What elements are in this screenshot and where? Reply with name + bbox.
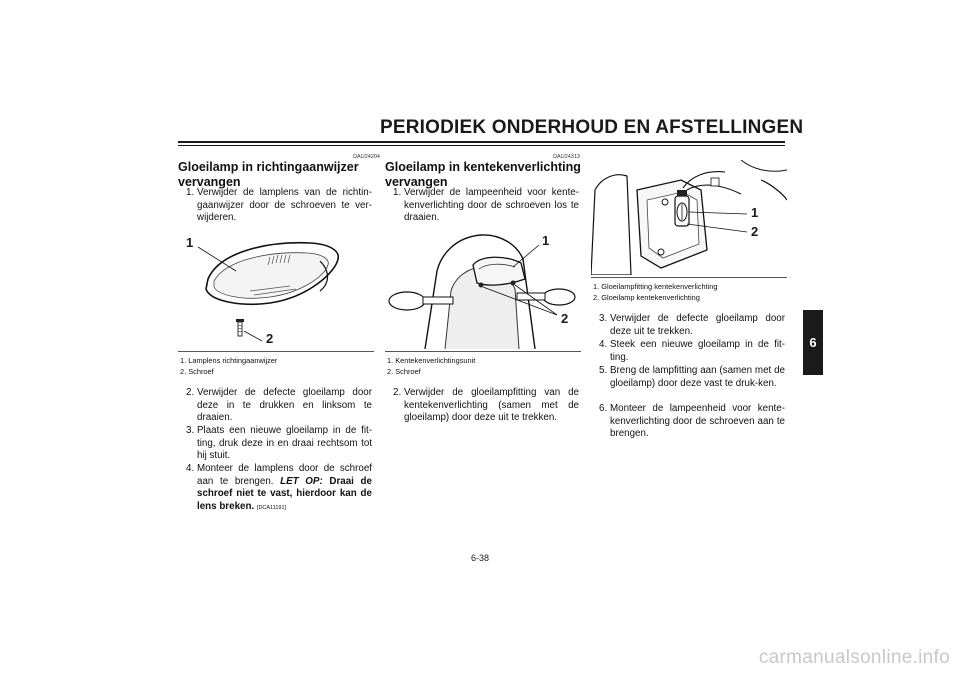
figure-turn-signal-lens (180, 231, 376, 349)
step-1: 1. Verwijder de lampeenheid voor kente-kenverlichting door de schroeven los te draaien. (393, 187, 579, 224)
step-2: 2. Verwijder de defecte gloeilamp door deze in te drukken en linksom te draaien. (186, 387, 372, 424)
step-4: 4. Monteer de lamplens door de schroef aan te brengen. LET OP: Draai de schroef niet te vast, hierdoor kan de lens breken. [DCA11191] (186, 463, 372, 512)
screw-icon (236, 319, 244, 336)
caution-text: Draai de schroef niet te vast, hierdoor kan de lens breken. (197, 475, 372, 512)
callout-1: 1 (542, 233, 550, 248)
page-number: 6-38 (470, 553, 489, 563)
chapter-tab[interactable]: 6 (803, 310, 823, 375)
section-code: DAU24313 (553, 154, 580, 160)
step-5: 5. Breng de lampfitting aan (samen met de gloeilamp) door deze vast te druk-ken. (599, 365, 785, 389)
page-header-title: PERIODIEK ONDERHOUD EN AFSTELLINGEN (380, 117, 804, 138)
caption-rule (591, 277, 787, 278)
section-title: Gloeilamp in kentekenverlichting vervangen (385, 160, 581, 189)
caption-rule (385, 351, 581, 352)
step-2: 2. Verwijder de gloeilampfitting van de kentekenverlichting (samen met de gloeilamp) door deze uit te trekken. (393, 387, 579, 424)
figure-captions: 1. Kentekenverlichtingsunit 2. Schroef (387, 356, 476, 376)
caution-label: LET OP: (280, 475, 323, 487)
figure-license-light-unit (385, 231, 581, 349)
callout-2: 2 (561, 311, 569, 326)
step-6: 6. Monteer de lampeenheid voor kente-kenverlichting door de schroeven aan te brengen. (599, 403, 785, 440)
watermark[interactable]: carmanualsonline.info (758, 647, 950, 668)
section-code: DAU24204 (353, 154, 380, 160)
header-rule (178, 141, 785, 143)
figure-captions: 1. Gloeilampfitting kentekenverlichting 2. Gloeilamp kentekenverlichting (593, 282, 718, 302)
figure-bulb-socket (591, 160, 787, 275)
caption-rule (178, 351, 374, 352)
bulb-icon (675, 190, 689, 226)
caution-code: [DCA11191] (256, 504, 287, 511)
step-1: 1. Verwijder de lamplens van de richtin-gaanwijzer door de schroeven te ver-wijderen. (186, 187, 372, 224)
callout-1: 1 (751, 205, 759, 220)
figure-captions: 1. Lamplens richtingaanwijzer 2. Schroef (180, 356, 278, 376)
step-3: 3. Verwijder de defecte gloeilamp door deze uit te trekken. (599, 313, 785, 337)
callout-1: 1 (186, 235, 194, 250)
section-title: Gloeilamp in richtingaanwijzer vervangen (178, 160, 359, 189)
step-3: 3. Plaats een nieuwe gloeilamp in de fit-ting, druk deze in en draai rechtsom tot hij stuit. (186, 425, 372, 462)
header-rule-thin (178, 145, 785, 146)
step-4: 4. Steek een nieuwe gloeilamp in de fit-ting. (599, 339, 785, 363)
callout-2: 2 (266, 331, 274, 346)
callout-2: 2 (751, 224, 759, 239)
